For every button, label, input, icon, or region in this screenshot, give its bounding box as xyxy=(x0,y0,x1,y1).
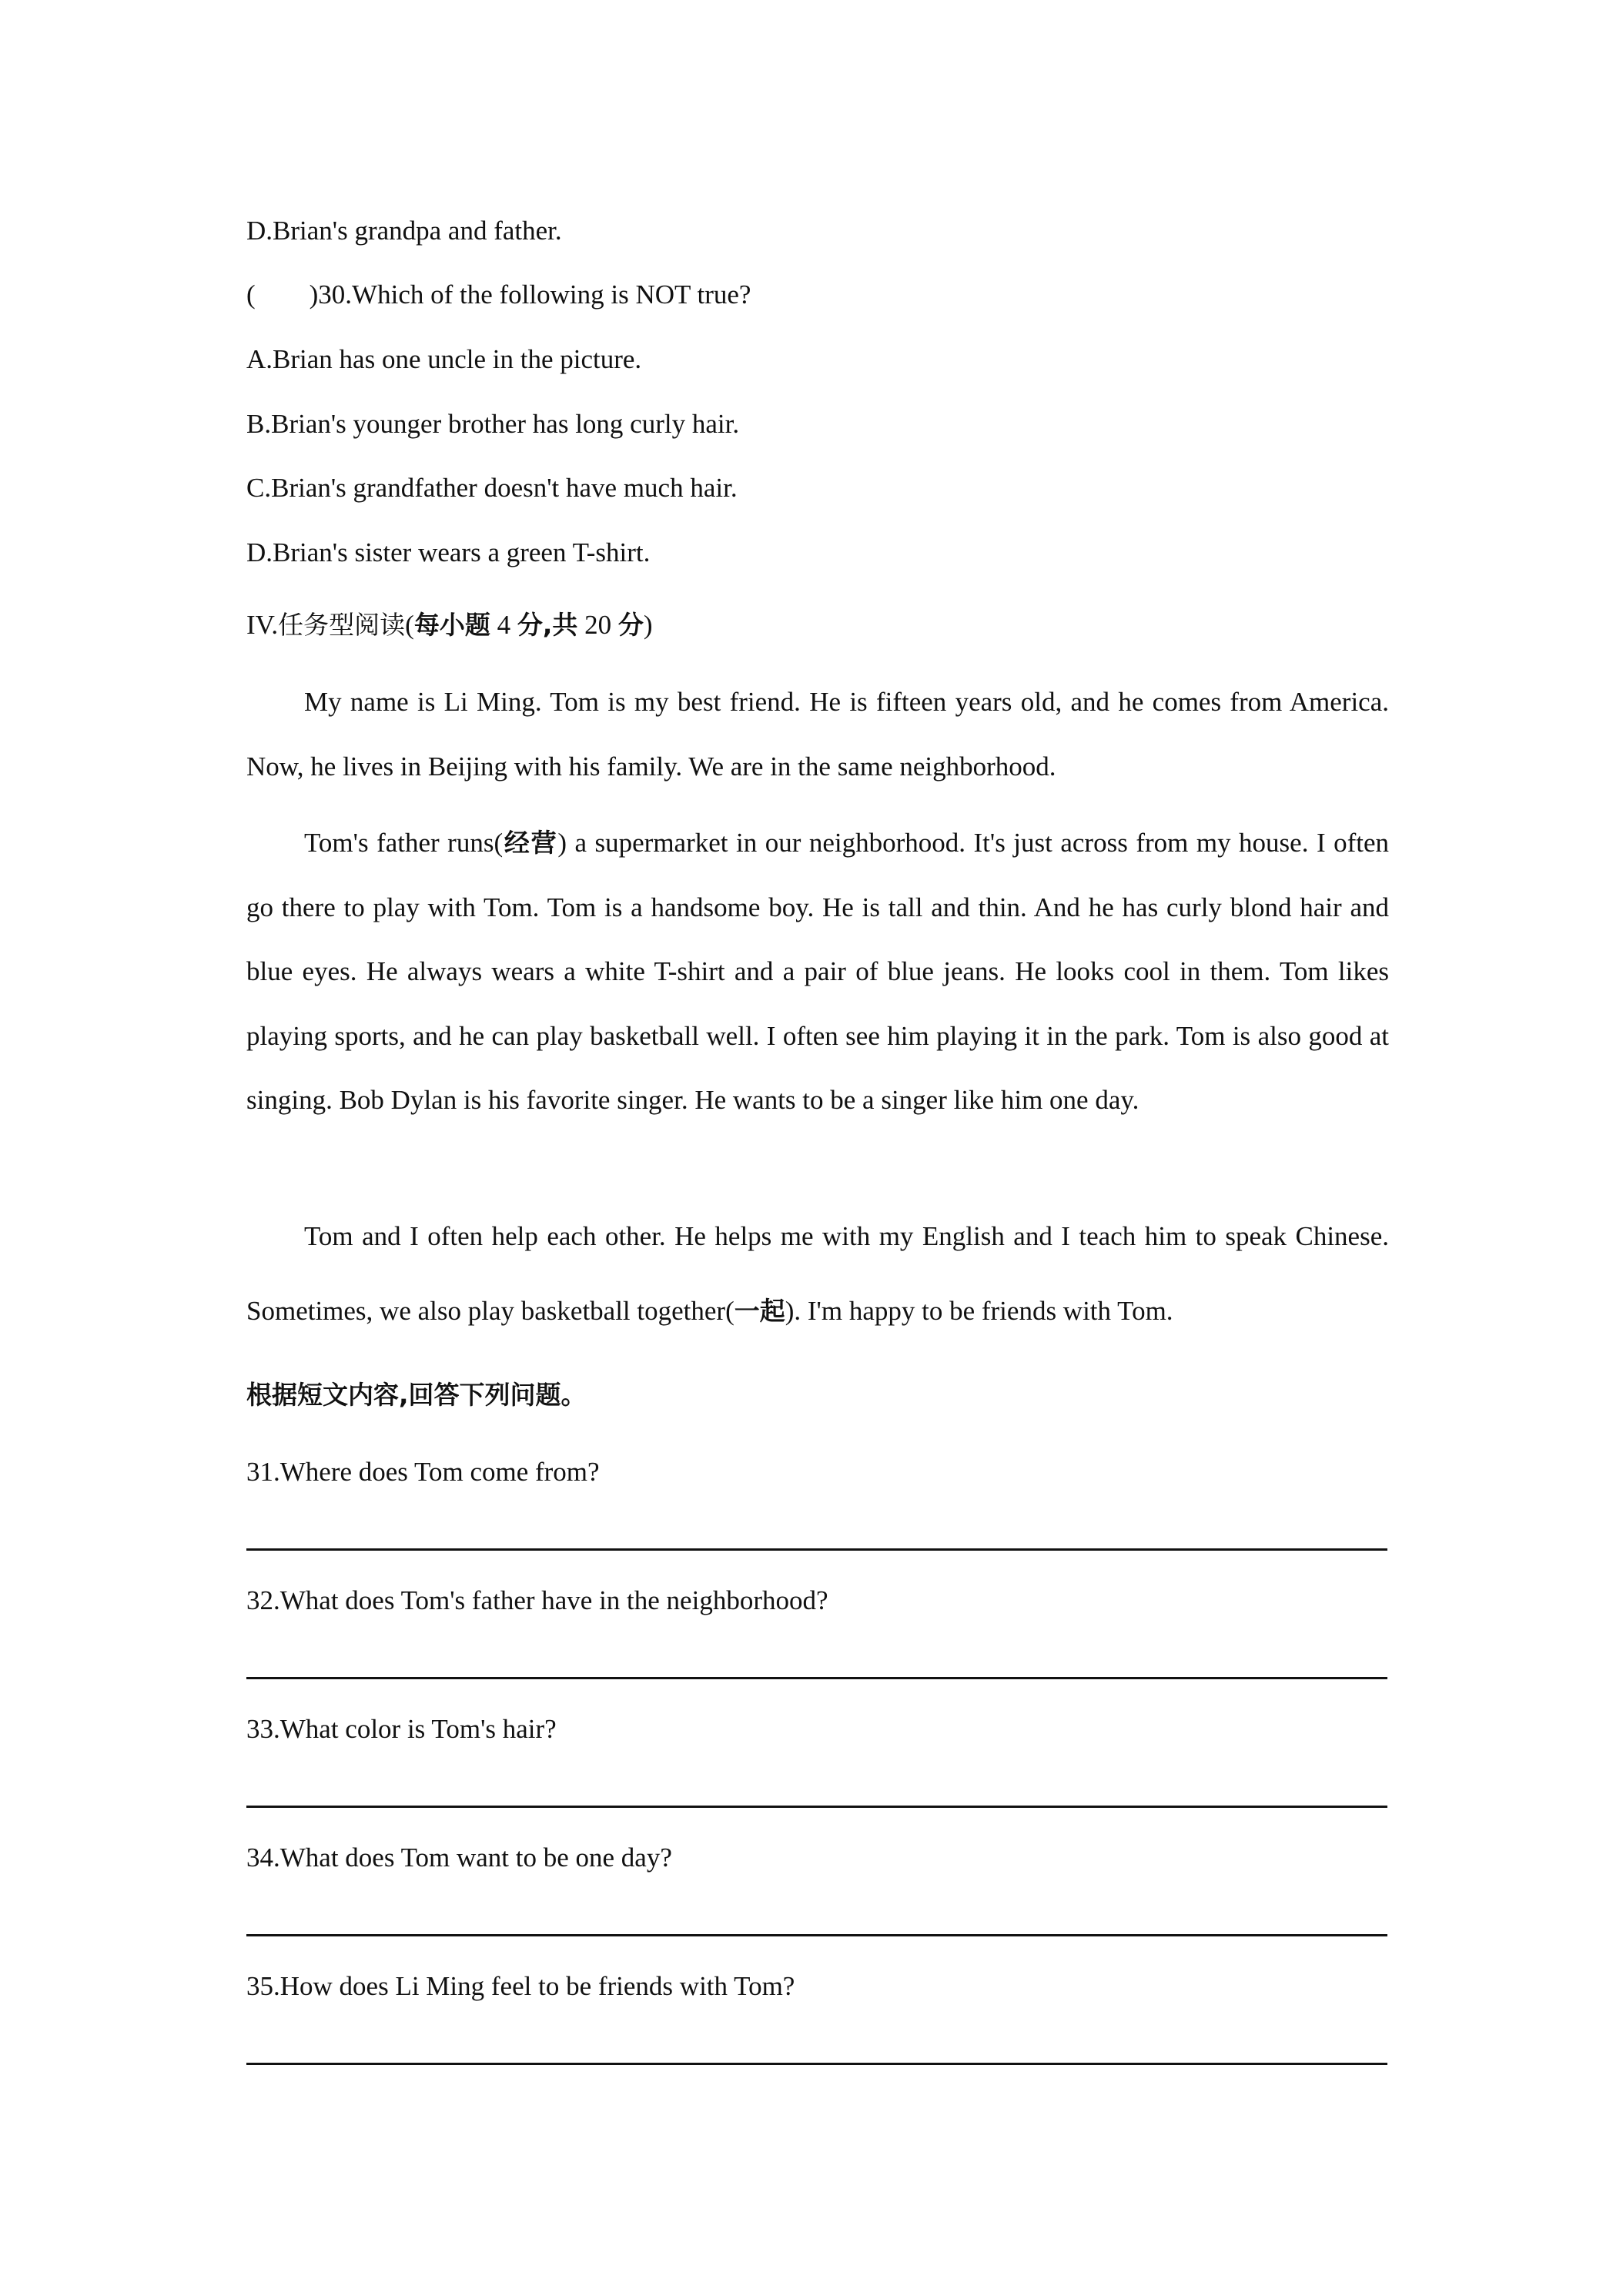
passage-p2-text-b: ) a supermarket in our neighborhood. It's just across from my house. I often go there to play with Tom. Tom is a handsome boy. He is tall and thin. And he has curly blond hair and blue eyes. He always wears a white T-shirt and a pair of blue jeans. He looks cool in them. Tom likes playing sports, and he can play basketball well. I often see him playing it in the park. Tom is also good at singing. Bob Dylan is his favorite singer. He wants to be a singer like him one day. xyxy=(246,828,1390,1115)
option-30-b: B.Brian's younger brother has long curly hair. xyxy=(246,409,740,439)
section-paren-close: ) xyxy=(643,610,653,640)
question-34: 34.What does Tom want to be one day? xyxy=(246,1842,672,1873)
passage-p2-gloss: 经营 xyxy=(503,828,558,858)
question-35: 35.How does Li Ming feel to be friends with Tom? xyxy=(246,1971,795,2001)
option-29-d: D.Brian's grandpa and father. xyxy=(246,216,562,246)
option-30-c: C.Brian's grandfather doesn't have much hair. xyxy=(246,473,738,503)
option-30-d: D.Brian's sister wears a green T-shirt. xyxy=(246,537,651,567)
answer-line-34[interactable] xyxy=(246,1934,1387,1936)
passage-paragraph-2 xyxy=(246,811,1389,1133)
passage-p3-text-a: Tom and I often help each other. He helps me with my English and I teach him to speak Chinese. Sometimes, we also play basketball together( xyxy=(246,1221,1389,1326)
answer-line-31[interactable] xyxy=(246,1548,1387,1551)
section-heading xyxy=(246,608,653,642)
section-score-text-1: 每小题 xyxy=(413,610,490,640)
passage-paragraph-1: My name is Li Ming. Tom is my best friend. He is fifteen years old, and he comes from America. Now, he lives in Beijing with his family. We are in the same neighborhood. xyxy=(246,687,1389,782)
instruction: 根据短文内容,回答下列问题。 xyxy=(246,1380,587,1410)
section-roman: IV. xyxy=(246,610,279,640)
passage-p3-text-b: ). I'm happy to be friends with Tom. xyxy=(785,1296,1173,1326)
question-30: ( )30.Which of the following is NOT true? xyxy=(246,279,751,310)
section-score-num-1: 4 xyxy=(490,610,517,640)
question-31: 31.Where does Tom come from? xyxy=(246,1457,600,1487)
section-score-text-2: 分,共 xyxy=(517,610,578,640)
section-paren-open: ( xyxy=(405,610,414,640)
section-title: 任务型阅读 xyxy=(278,610,406,640)
answer-line-35[interactable] xyxy=(246,2063,1387,2065)
answer-line-33[interactable] xyxy=(246,1806,1387,1808)
passage-p3-gloss: 一起 xyxy=(734,1296,785,1326)
passage-p2-text-a: Tom's father runs( xyxy=(304,828,504,858)
question-33: 33.What color is Tom's hair? xyxy=(246,1714,557,1744)
answer-line-32[interactable] xyxy=(246,1677,1387,1679)
question-32: 32.What does Tom's father have in the neighborhood? xyxy=(246,1585,828,1615)
section-score-text-3: 分 xyxy=(617,610,644,640)
passage-paragraph-3 xyxy=(246,1199,1389,1348)
section-score-num-2: 20 xyxy=(577,610,618,640)
option-30-a: A.Brian has one uncle in the picture. xyxy=(246,344,642,374)
